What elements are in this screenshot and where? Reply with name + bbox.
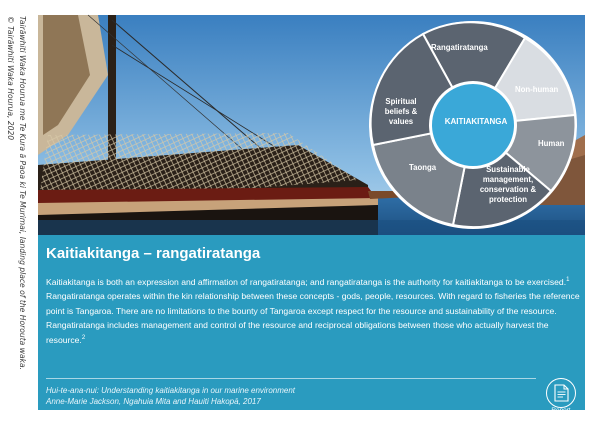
- source-title: Hui-te-ana-nui: Understanding kaitiakitanga in our marine environment: [46, 386, 296, 395]
- text-panel: [38, 235, 585, 414]
- segment-label-spiritual-beliefs: Spiritual beliefs & values: [384, 97, 418, 126]
- body-text-part-1: Kaitiakitanga is both an expression and affirmation of rangatiratanga; and rangatiratanga is the authority for kaitiakitanga to be exercised.: [46, 277, 567, 287]
- photo-credit-line-2: © Tairāwhiti Waka Hourua, 2020: [6, 16, 16, 141]
- report-badge[interactable]: [546, 378, 576, 408]
- segment-label-taonga: Taonga: [409, 163, 437, 172]
- wheel-center-label: KAITIAKITANGA: [444, 117, 508, 126]
- segment-label-human: Human: [538, 139, 565, 148]
- photo-credit-line-1: Tairāwhiti Waka Hourua me Te Kura ā Paoa ki Te Murimai, landing place of the Horouta waka.: [18, 16, 27, 371]
- report-label: Report: [551, 407, 571, 414]
- side-credit: [0, 0, 34, 423]
- source-citation: [46, 385, 295, 407]
- panel-body: [46, 275, 581, 347]
- source-authors: Anne-Marie Jackson, Ngahuia Mita and Hauiti Hakopā, 2017: [46, 397, 261, 406]
- segment-label-non-human: Non-human: [515, 85, 559, 94]
- kaitiakitanga-wheel: [363, 15, 589, 235]
- info-card: [38, 15, 585, 414]
- body-text-part-2: Rangatiratanga operates within the kin relationship between these concepts - gods, people, resources. With regard to fisheries the reference point is Tangaroa. There are no limitations to the bounty of Tangaroa except respect for the resource and sustainability of the resource. Rangatiratanga includes management and control of the resource and reciprocal obligations between those who actually harvest the resource.: [46, 291, 580, 345]
- photo-credit: [4, 16, 28, 416]
- divider: [46, 378, 536, 379]
- segment-label-rangatiratanga: Rangatiratanga: [431, 43, 488, 52]
- panel-title: Kaitiakitanga – rangatiratanga: [46, 245, 261, 262]
- report-document-icon: [554, 384, 569, 402]
- footnote-ref-2: 2: [81, 334, 86, 341]
- segment-label-sustainable-management: Sustainable management, conservation & protection: [479, 165, 537, 204]
- footnote-ref-1: 1: [566, 277, 570, 283]
